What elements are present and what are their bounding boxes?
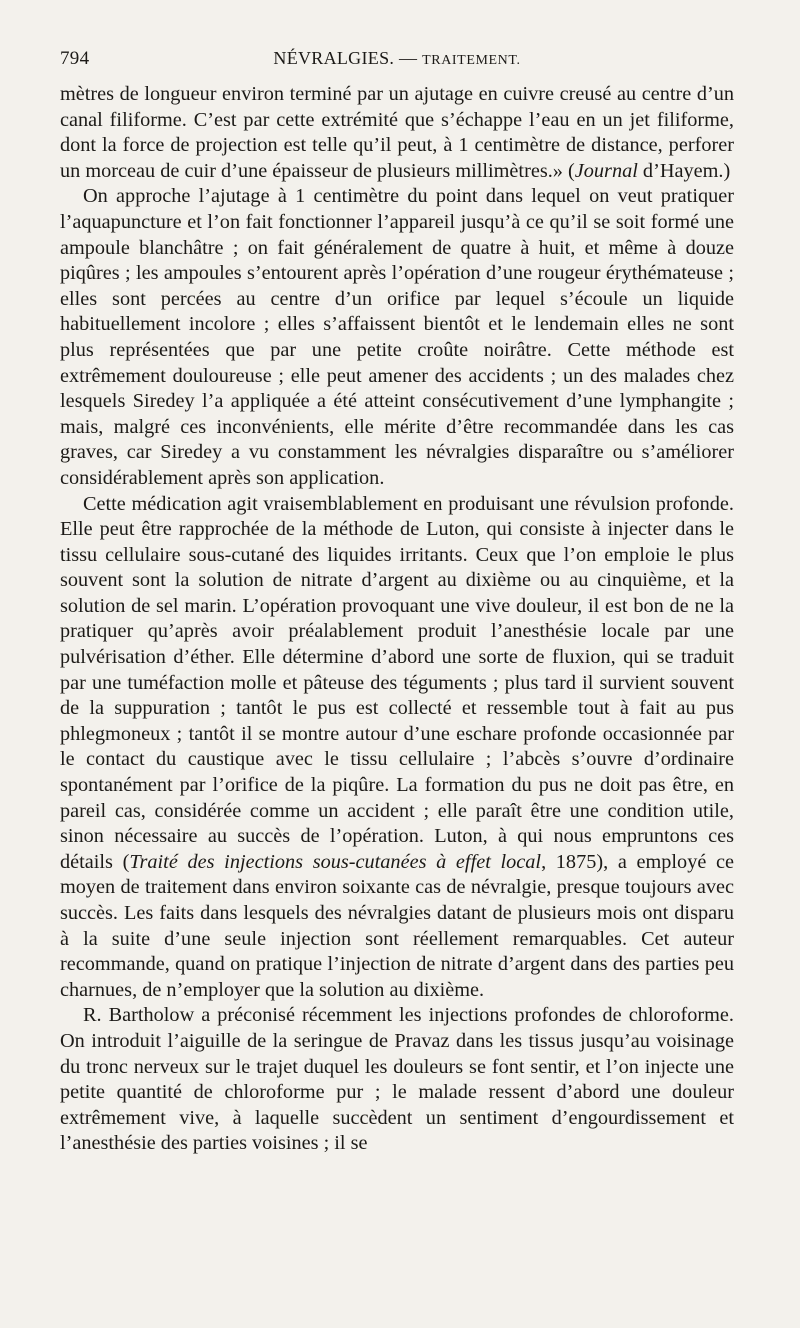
body-text [60, 82, 734, 1157]
paragraph-1-text-end: d’Hayem.) [637, 159, 731, 182]
paragraph-3 [60, 492, 734, 1004]
paragraph-3-text-end: , 1875), a employé ce moyen de traitement dans environ soixante cas de névralgie, presque toujours avec succès. Les faits dans lesquels des névralgies datant de plusieurs mois ont disparu à la suite d’une seule injection sont réellement remarquables. Cet auteur recommande, quand on pratique l’injection de nitrate d’argent dans des parties peu charnues, de n’employer que la solution au dixième. [60, 850, 734, 1001]
paragraph-1-text-start: mètres de longueur environ terminé par un ajutage en cuivre creusé au centre d’un canal filiforme. C’est par cette extrémité que s’échappe l’eau en un jet filiforme, dont la force de projection est telle qu’il peut, à 1 centimètre de distance, perforer un morceau de cuir d’une épaisseur de plusieurs millimètres.» ( [60, 83, 734, 182]
paragraph-2: On approche l’ajutage à 1 centimètre du point dans lequel on veut pratiquer l’aquapuncture et l’on fait fonctionner l’appareil jusqu’à ce qu’il se soit formé une ampoule blanchâtre ; on fait généralement de quatre à huit, et même à douze piqûres ; les ampoules s’entourent après l’opération d’une rougeur érythémateuse ; elles sont percées au centre d’un orifice par lequel s’écoule un liquide habituellement incolore ; elles s’affaissent bientôt et le lendemain elles ne sont plus représentées que par une petite croûte noirâtre. Cette méthode est extrêmement douloureuse ; elle peut amener des accidents ; un des malades chez lesquels Siredey l’a appliquée a été atteint consécutivement d’une lymphangite ; mais, malgré ces inconvénients, elle mérite d’être recommandée dans les cas graves, car Siredey a vu constamment les névralgies disparaître ou s’améliorer considérablement après son application. [60, 185, 734, 489]
running-title-sub: TRAITEMENT. [422, 53, 521, 68]
running-title-main: NÉVRALGIES. — [273, 48, 418, 68]
paragraph-1-italic: Journal [574, 159, 638, 182]
paragraph-3-text-start: Cette médication agit vraisemblablement en produisant une révulsion profonde. Elle peut être rapprochée de la méthode de Luton, qui consiste à injecter dans le tissu cellulaire sous-cutané des liquides irritants. Ceux que l’on emploie le plus souvent sont la solution de nitrate d’argent au dixième ou au cinquième, et la solution de sel marin. L’opération provoquant une vive douleur, il est bon de ne la pratiquer qu’après avoir préalablement produit l’anesthésie locale par une pulvérisation d’éther. Elle détermine d’abord une sorte de fluxion, qui se traduit par une tuméfaction molle et pâteuse des téguments ; plus tard il survient souvent de la suppuration ; tantôt le pus est collecté et ressemble tout à fait au pus phlegmoneux ; tantôt il se montre autour d’une eschare profonde occasionnée par le contact du caustique avec le tissu cellulaire ; l’abcès s’ouvre d’ordinaire spontanément par l’orifice de la piqûre. La formation du pus ne doit pas être, en pareil cas, considérée comme un accident ; elle paraît être une condition utile, sinon nécessaire au succès de l’opération. Luton, à qui nous empruntons ces détails ( [60, 492, 734, 873]
paragraph-4: R. Bartholow a préconisé récemment les injections profondes de chloroforme. On introduit l’aiguille de la seringue de Pravaz dans les tissus jusqu’au voisinage du tronc nerveux sur le trajet duquel les douleurs se font sentir, et l’on injecte une petite quantité de chloroforme pur ; le malade ressent d’abord une douleur extrêmement vive, à laquelle succèdent un sentiment d’engourdissement et l’anesthésie des parties voisines ; il se [60, 1004, 734, 1155]
running-title [130, 48, 734, 69]
paragraph-3-italic: Traité des injections sous-cutanées à effet local [129, 850, 542, 873]
page-number: 794 [60, 48, 90, 69]
paragraph-1 [60, 82, 734, 184]
page-header [60, 48, 734, 82]
